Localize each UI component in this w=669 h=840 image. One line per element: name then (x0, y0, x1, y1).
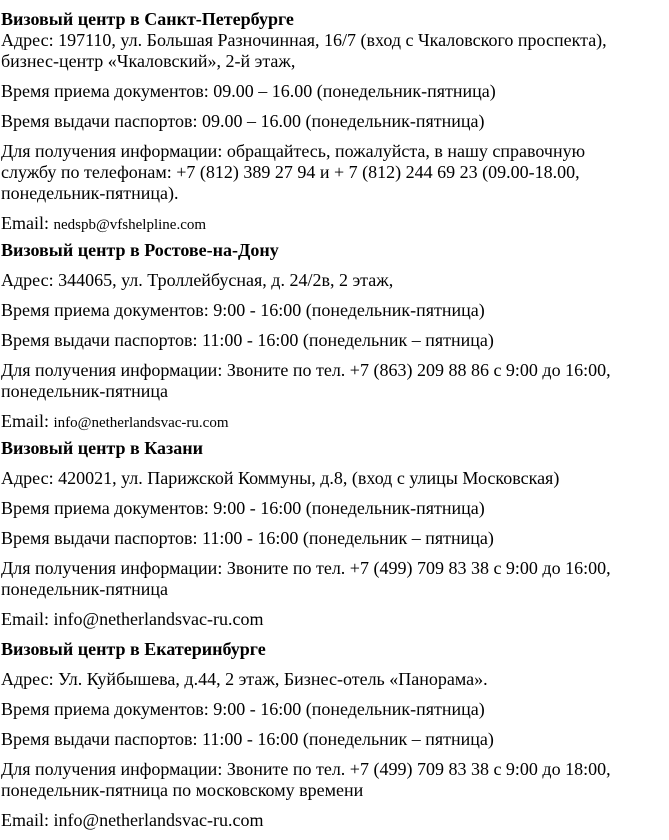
email-link[interactable]: info@netherlandsvac-ru.com (53, 609, 264, 629)
visa-center-rostov (1, 240, 641, 434)
email-label: Email: (1, 609, 54, 629)
email-label: Email: (1, 411, 54, 431)
passport-hours: Время выдачи паспортов: 11:00 - 16:00 (понедельник – пятница) (1, 330, 494, 350)
center-title: Визовый центр в Санкт-Петербурге (1, 9, 294, 29)
documents-hours: Время приема документов: 09.00 – 16.00 (понедельник-пятница) (1, 81, 496, 101)
documents-hours: Время приема документов: 9:00 - 16:00 (понедельник-пятница) (1, 699, 485, 719)
email-link[interactable]: info@netherlandsvac-ru.com (53, 810, 264, 830)
contact-info: Для получения информации: обращайтесь, пожалуйста, в нашу справочную службу по телефонам: +7 (812) 389 27 94 и + 7 (812) 244 69 23 (09.00-18.00, понедельник-пятница). (1, 141, 586, 203)
passport-hours: Время выдачи паспортов: 11:00 - 16:00 (понедельник – пятница) (1, 528, 494, 548)
center-address: Адрес: 344065, ул. Троллейбусная, д. 24/2в, 2 этаж, (1, 270, 394, 290)
center-title: Визовый центр в Ростове-на-Дону (1, 240, 279, 260)
center-address: Адрес: Ул. Куйбышева, д.44, 2 этаж, Бизнес-отель «Панорама». (1, 669, 488, 689)
passport-hours: Время выдачи паспортов: 09.00 – 16.00 (понедельник-пятница) (1, 111, 485, 131)
email-line (1, 609, 641, 630)
email-line (1, 810, 641, 831)
center-address: Адрес: 420021, ул. Парижской Коммуны, д.8, (вход с улицы Московская) (1, 468, 560, 488)
contact-info: Для получения информации: Звоните по тел. +7 (863) 209 88 86 с 9:00 до 16:00, понедельник-пятница (1, 360, 611, 401)
contact-info: Для получения информации: Звоните по тел. +7 (499) 709 83 38 с 9:00 до 18:00, понедельник-пятница по московскому времени (1, 759, 611, 800)
email-label: Email: (1, 810, 54, 830)
passport-hours: Время выдачи паспортов: 11:00 - 16:00 (понедельник – пятница) (1, 729, 494, 749)
visa-center-spb (1, 9, 641, 236)
documents-hours: Время приема документов: 9:00 - 16:00 (понедельник-пятница) (1, 498, 485, 518)
center-title: Визовый центр в Казани (1, 438, 204, 458)
email-link[interactable]: nedspb@vfshelpline.com (53, 217, 207, 233)
documents-hours: Время приема документов: 9:00 - 16:00 (понедельник-пятница) (1, 300, 485, 320)
visa-center-kazan (1, 438, 641, 630)
email-label: Email: (1, 213, 54, 233)
center-title: Визовый центр в Екатеринбурге (1, 639, 266, 659)
center-address: Адрес: 197110, ул. Большая Разночинная, 16/7 (вход с Чкаловского проспекта), бизнес-центр «Чкаловский», 2-й этаж, (1, 30, 607, 71)
contact-info: Для получения информации: Звоните по тел. +7 (499) 709 83 38 с 9:00 до 16:00, понедельник-пятница (1, 558, 611, 599)
email-line (1, 213, 641, 236)
email-link[interactable]: info@netherlandsvac-ru.com (53, 415, 229, 431)
visa-center-yekaterinburg (1, 639, 641, 831)
email-line (1, 411, 641, 434)
